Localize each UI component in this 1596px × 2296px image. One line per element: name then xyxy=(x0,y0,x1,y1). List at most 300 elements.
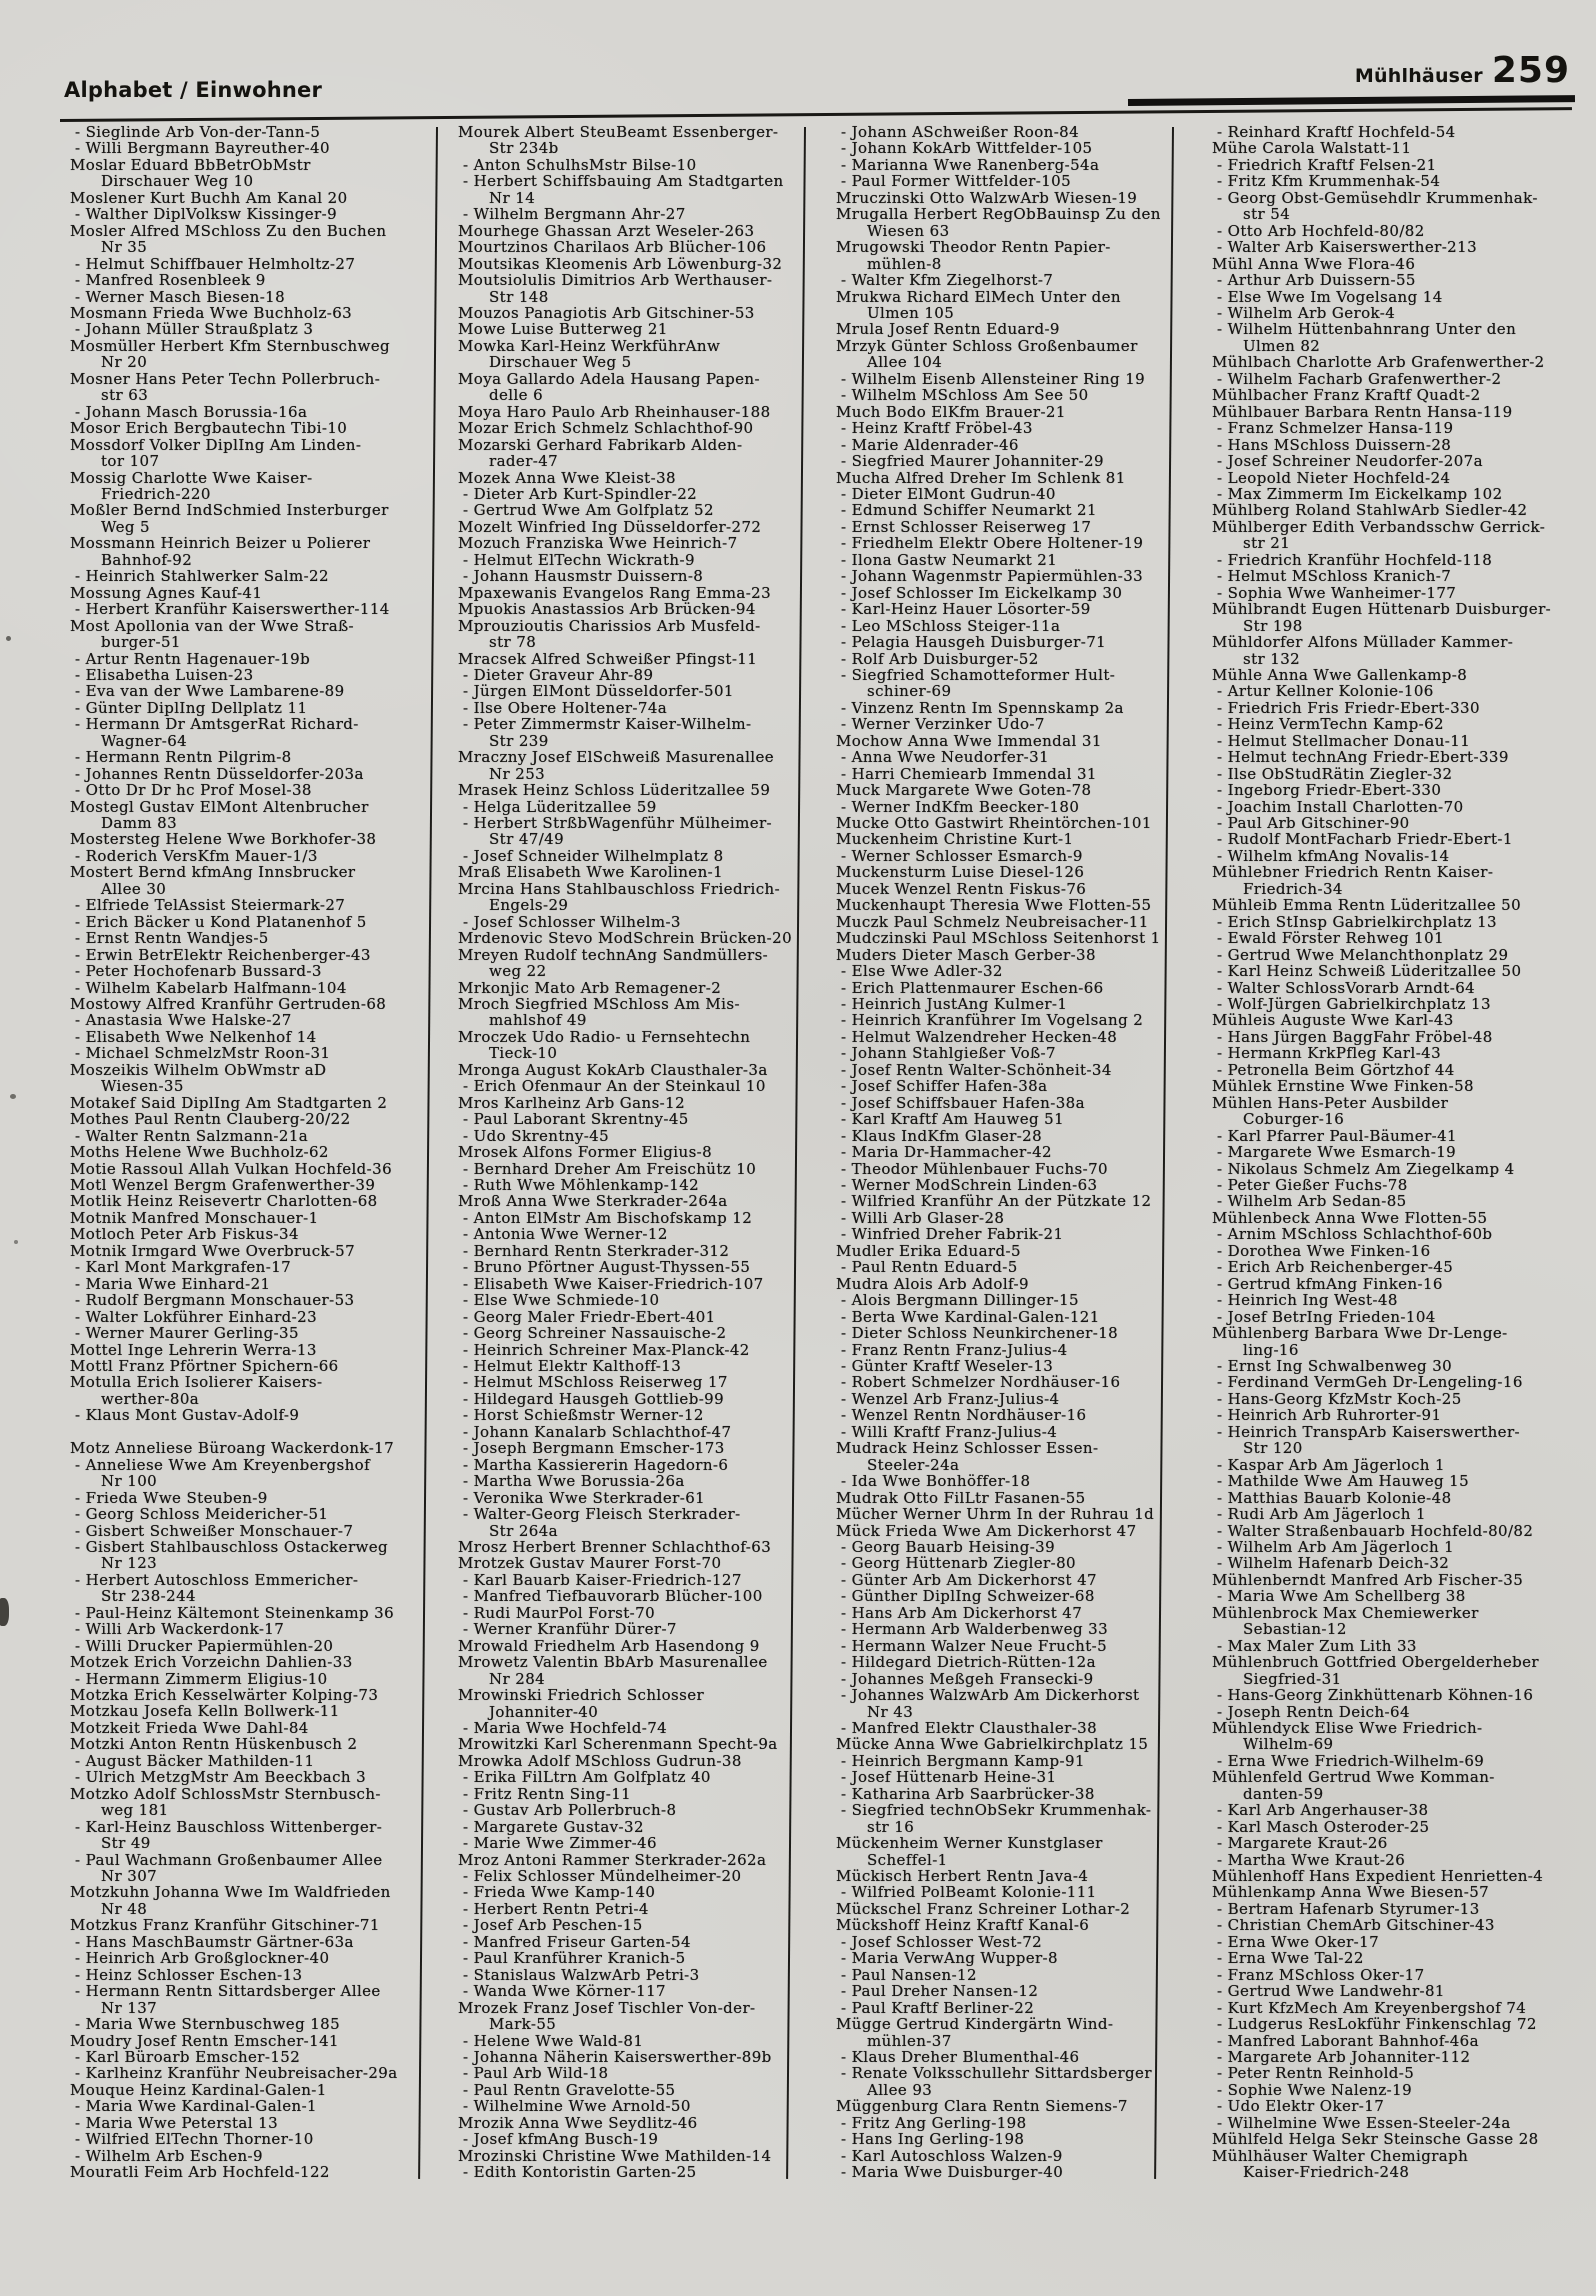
directory-line: Mück Frieda Wwe Am Dickerhorst 47 xyxy=(836,1521,1137,1540)
directory-line: - Siegfried technObSekr Krummenhak- xyxy=(841,1801,1152,1820)
directory-line: Mroß Anna Wwe Sterkrader-264a xyxy=(458,1192,728,1211)
directory-line: Friedrich-220 xyxy=(101,484,211,503)
directory-line: - Wolf-Jürgen Gabrielkirchplatz 13 xyxy=(1217,995,1491,1014)
directory-line: Mronga August KokArb Clausthaler-3a xyxy=(458,1060,768,1079)
directory-line: - Wenzel Rentn Nordhäuser-16 xyxy=(841,1406,1087,1425)
directory-line: str 21 xyxy=(1243,534,1291,553)
directory-line: Nr 14 xyxy=(489,188,536,207)
directory-line: Mossdorf Volker DiplIng Am Linden- xyxy=(70,435,362,454)
directory-line: - Heinrich Kranführer Im Vogelsang 2 xyxy=(841,1011,1144,1030)
directory-line: tor 107 xyxy=(101,452,160,471)
directory-line: Mückisch Herbert Rentn Java-4 xyxy=(836,1867,1089,1886)
directory-line: - Arnim MSchloss Schlachthof-60b xyxy=(1217,1225,1493,1244)
directory-column-3 xyxy=(836,124,1202,2181)
directory-line: Mudrak Otto FilLtr Fasanen-55 xyxy=(836,1488,1086,1507)
directory-line: Mücher Werner Uhrm In der Ruhrau 1d xyxy=(836,1505,1155,1524)
directory-line: Mruczinski Otto WalzwArb Wiesen-19 xyxy=(836,188,1138,207)
directory-line: - Gustav Arb Pollerbruch-8 xyxy=(463,1801,677,1820)
directory-line: - Maria Wwe Hochfeld-74 xyxy=(463,1718,668,1737)
directory-line: - Maria Wwe Am Schellberg 38 xyxy=(1217,1587,1466,1606)
directory-line: - Heinrich TranspArb Kaiserswerther- xyxy=(1217,1422,1520,1441)
directory-line: Much Bodo ElKfm Brauer-21 xyxy=(836,402,1066,421)
directory-line: Mühle Anna Wwe Gallenkamp-8 xyxy=(1212,665,1468,684)
directory-line: - Walter Kfm Ziegelhorst-7 xyxy=(841,271,1054,290)
directory-line: - Heinz VermTechn Kamp-62 xyxy=(1217,715,1444,734)
directory-line: Mrozek Franz Josef Tischler Von-der- xyxy=(458,1998,756,2017)
directory-line: - Erna Wwe Friedrich-Wilhelm-69 xyxy=(1217,1751,1485,1770)
scan-artifact xyxy=(10,1094,16,1099)
directory-line: - Wilhelm MSchloss Am See 50 xyxy=(841,386,1089,405)
directory-line: Moutsiolulis Dimitrios Arb Werthauser- xyxy=(458,271,773,290)
directory-line: weg 181 xyxy=(101,1801,169,1820)
directory-line: - Anastasia Wwe Halske-27 xyxy=(75,1011,292,1030)
directory-line: Wiesen 63 xyxy=(867,221,950,240)
directory-line: Mrukwa Richard ElMech Unter den xyxy=(836,287,1121,306)
directory-line: - Wilhelm Arb Gerok-4 xyxy=(1217,303,1396,322)
directory-line: Mowe Luise Butterweg 21 xyxy=(458,320,668,339)
directory-line: - Hans MSchloss Duissern-28 xyxy=(1217,435,1452,454)
directory-line: - Wilhelm Arb Eschen-9 xyxy=(75,2146,263,2165)
directory-line: str 54 xyxy=(1243,205,1291,224)
directory-line: - Rudi Arb Am Jägerloch 1 xyxy=(1217,1505,1426,1524)
directory-line: Nr 43 xyxy=(867,1702,914,1721)
directory-line: Dirschauer Weg 10 xyxy=(101,172,254,191)
directory-line: - Fritz Kfm Krummenhak-54 xyxy=(1217,172,1441,191)
directory-line: - Martha Wwe Borussia-26a xyxy=(463,1472,685,1491)
directory-line: Mosor Erich Bergbautechn Tibi-10 xyxy=(70,419,348,438)
directory-line: - Heinrich JustAng Kulmer-1 xyxy=(841,995,1068,1014)
directory-line: - Helmut Walzendreher Hecken-48 xyxy=(841,1027,1118,1046)
directory-line: - Johann Müller Straußplatz 3 xyxy=(75,320,314,339)
directory-line: Mügge Gertrud Kindergärtn Wind- xyxy=(836,2015,1114,2034)
directory-line: - Manfred Rosenbleek 9 xyxy=(75,271,266,290)
directory-line: - Petronella Beim Görtzhof 44 xyxy=(1217,1060,1455,1079)
directory-line: Mosler Alfred MSchloss Zu den Buchen xyxy=(70,221,387,240)
directory-line: Mrotzek Gustav Maurer Forst-70 xyxy=(458,1554,722,1573)
directory-line: - Helmut Elektr Kalthoff-13 xyxy=(463,1356,682,1375)
directory-line: Mückschel Franz Schreiner Lothar-2 xyxy=(836,1899,1131,1918)
directory-line: - Wanda Wwe Körner-117 xyxy=(463,1982,666,2001)
directory-line: Weg 5 xyxy=(101,517,150,536)
directory-line: Muders Dieter Masch Gerber-38 xyxy=(836,945,1096,964)
directory-line: - Elfriede TelAssist Steiermark-27 xyxy=(75,896,346,915)
directory-line: - Hermann Rentn Pilgrim-8 xyxy=(75,748,292,767)
directory-line: - Wilhelm Arb Sedan-85 xyxy=(1217,1192,1407,1211)
directory-line: Str 238-244 xyxy=(101,1587,196,1606)
directory-line: - Anton SchulhsMstr Bilse-10 xyxy=(463,155,697,174)
directory-line: - Wilhelm Bergmann Ahr-27 xyxy=(463,205,686,224)
directory-line: - Werner Schlosser Esmarch-9 xyxy=(841,846,1083,865)
directory-line: - Wilhelm Arb Am Jägerloch 1 xyxy=(1217,1537,1455,1556)
directory-line: - Günter DiplIng Dellplatz 11 xyxy=(75,698,308,717)
directory-line: - Hermann Arb Walderbenweg 33 xyxy=(841,1620,1109,1639)
directory-line: Steeler-24a xyxy=(867,1455,960,1474)
directory-line: - Josef Schlosser Wilhelm-3 xyxy=(463,912,681,931)
directory-line: - Paul Laborant Skrentny-45 xyxy=(463,1110,689,1129)
directory-line: - Hermann Rentn Sittardsberger Allee xyxy=(75,1982,381,2001)
directory-line: - Mathilde Wwe Am Hauweg 15 xyxy=(1217,1472,1470,1491)
directory-line: Scheffel-1 xyxy=(867,1850,948,1869)
directory-line: - Johannes WalzwArb Am Dickerhorst xyxy=(841,1686,1140,1705)
directory-line: - Elisabeth Wwe Kaiser-Friedrich-107 xyxy=(463,1274,764,1293)
directory-line: Most Apollonia van der Wwe Straß- xyxy=(70,616,355,635)
directory-line: - Josef Hüttenarb Heine-31 xyxy=(841,1768,1057,1787)
directory-line: - Johann ASchweißer Roon-84 xyxy=(841,123,1080,141)
directory-line: - Rudolf Bergmann Monschauer-53 xyxy=(75,1291,355,1310)
directory-line: - Helmut MSchloss Reiserweg 17 xyxy=(463,1373,728,1392)
directory-line: - Georg Bauarb Heising-39 xyxy=(841,1537,1056,1556)
directory-line: - Artur Kellner Kolonie-106 xyxy=(1217,682,1434,701)
directory-line: Mucke Otto Gastwirt Rheintörchen-101 xyxy=(836,814,1152,833)
directory-line: Mudra Alois Arb Adolf-9 xyxy=(836,1274,1029,1293)
directory-line: - Paul Arb Wild-18 xyxy=(463,2064,609,2083)
directory-line: Mozarski Gerhard Fabrikarb Alden- xyxy=(458,435,743,454)
directory-line: Mourek Albert SteuBeamt Essenberger- xyxy=(458,123,779,141)
directory-line: Mostersteg Helene Wwe Borkhofer-38 xyxy=(70,830,377,849)
page-header-right xyxy=(1355,50,1570,91)
directory-line: Mpuokis Anastassios Arb Brücken-94 xyxy=(458,600,756,619)
directory-line: - Gertrud kfmAng Finken-16 xyxy=(1217,1274,1443,1293)
directory-line: - Hermann Zimmerm Eligius-10 xyxy=(75,1669,328,1688)
directory-line: - Manfred Friseur Garten-54 xyxy=(463,1932,691,1951)
directory-line: Mühlek Ernstine Wwe Finken-58 xyxy=(1212,1077,1474,1096)
directory-line: - Rudi MaurPol Forst-70 xyxy=(463,1603,656,1622)
directory-line: - Georg Maler Friedr-Ebert-401 xyxy=(463,1307,716,1326)
directory-line: - Heinrich Bergmann Kamp-91 xyxy=(841,1751,1085,1770)
directory-line: Motie Rassoul Allah Vulkan Hochfeld-36 xyxy=(70,1159,393,1178)
directory-line: - Heinrich Arb Großglockner-40 xyxy=(75,1949,330,1968)
directory-line: Nr 307 xyxy=(101,1867,158,1886)
directory-line: Mühlenbeck Anna Wwe Flotten-55 xyxy=(1212,1208,1488,1227)
directory-line: Mrozik Anna Wwe Seydlitz-46 xyxy=(458,2113,698,2132)
directory-line: - Wilhelm Kabelarb Halfmann-104 xyxy=(75,978,347,997)
directory-line: Nr 20 xyxy=(101,353,148,372)
directory-line: - Klaus Dreher Blumenthal-46 xyxy=(841,2048,1080,2067)
directory-line: Mracsek Alfred Schweißer Pfingst-11 xyxy=(458,649,758,668)
directory-line: Muckensturm Luise Diesel-126 xyxy=(836,863,1085,882)
directory-line: - Hildegard Dietrich-Rütten-12a xyxy=(841,1653,1096,1672)
directory-line: - Dieter Graveur Ahr-89 xyxy=(463,665,654,684)
directory-line: - Ernst Schlosser Reiserweg 17 xyxy=(841,517,1092,536)
directory-line: - Michael SchmelzMstr Roon-31 xyxy=(75,1044,331,1063)
directory-line: - Johann KokArb Wittfelder-105 xyxy=(841,139,1093,158)
directory-line: - Friedrich Fris Friedr-Ebert-330 xyxy=(1217,698,1480,717)
directory-line: Mühlebner Friedrich Rentn Kaiser- xyxy=(1212,863,1494,882)
directory-line: - Eva van der Wwe Lambarene-89 xyxy=(75,682,345,701)
directory-line: - Peter Rentn Reinhold-5 xyxy=(1217,2064,1415,2083)
directory-line: - Harri Chemiearb Immendal 31 xyxy=(841,764,1097,783)
directory-line: - Heinrich Ing West-48 xyxy=(1217,1291,1398,1310)
directory-line: Mühlenberndt Manfred Arb Fischer-35 xyxy=(1212,1570,1524,1589)
directory-line: - Franz Rentn Franz-Julius-4 xyxy=(841,1340,1068,1359)
directory-line: Mros Karlheinz Arb Gans-12 xyxy=(458,1093,686,1112)
directory-line: - Paul Arb Gitschiner-90 xyxy=(1217,814,1410,833)
directory-line: Damm 83 xyxy=(101,814,178,833)
directory-line: Ulmen 105 xyxy=(867,303,955,322)
directory-line: - Ludgerus ResLokführ Finkenschlag 72 xyxy=(1217,2015,1537,2034)
directory-line: - Karl-Heinz Bauschloss Wittenberger- xyxy=(75,1817,383,1836)
directory-line: - Maria Wwe Duisburger-40 xyxy=(841,2163,1064,2182)
directory-line: Bahnhof-92 xyxy=(101,550,193,569)
directory-line: Mosner Hans Peter Techn Pollerbruch- xyxy=(70,369,381,388)
directory-line: - Felix Schlosser Mündelheimer-20 xyxy=(463,1867,742,1886)
directory-line: - Johann Stahlgießer Voß-7 xyxy=(841,1044,1056,1063)
directory-line: - Edith Kontoristin Garten-25 xyxy=(463,2163,697,2182)
directory-line: - Paul Wachmann Großenbaumer Allee xyxy=(75,1850,383,1869)
directory-line: - Robert Schmelzer Nordhäuser-16 xyxy=(841,1373,1121,1392)
directory-line: Moslener Kurt Buchh Am Kanal 20 xyxy=(70,188,348,207)
directory-line: - Helga Lüderitzallee 59 xyxy=(463,797,657,816)
directory-line: Mossung Agnes Kauf-41 xyxy=(70,583,263,602)
directory-line: Mühlen Hans-Peter Ausbilder xyxy=(1212,1093,1449,1112)
directory-line: werther-80a xyxy=(101,1389,200,1408)
directory-line: - Josef Schiffer Hafen-38a xyxy=(841,1077,1048,1096)
directory-line: Muck Margarete Wwe Goten-78 xyxy=(836,781,1092,800)
directory-line: - Günter Arb Am Dickerhorst 47 xyxy=(841,1570,1097,1589)
directory-line: - Willi Kraftf Franz-Julius-4 xyxy=(841,1422,1058,1441)
directory-line: Motzka Erich Kesselwärter Kolping-73 xyxy=(70,1686,379,1705)
directory-line: Mothes Paul Rentn Clauberg-20/22 xyxy=(70,1110,351,1129)
directory-line: - Franz MSchloss Oker-17 xyxy=(1217,1965,1425,1984)
directory-line: Tieck-10 xyxy=(489,1044,558,1063)
directory-line: Allee 30 xyxy=(101,879,167,898)
directory-line: Str 47/49 xyxy=(489,830,565,849)
directory-line: - Anna Wwe Neudorfer-31 xyxy=(841,748,1050,767)
directory-line: - Max Maler Zum Lith 33 xyxy=(1217,1636,1417,1655)
directory-line: - Josef Schlosser West-72 xyxy=(841,1932,1043,1951)
directory-line: - Reinhard Kraftf Hochfeld-54 xyxy=(1217,123,1456,141)
directory-line: Str 198 xyxy=(1243,616,1303,635)
scan-artifact xyxy=(14,1240,18,1244)
directory-line: Nr 35 xyxy=(101,238,148,257)
directory-line: Motzki Anton Rentn Hüskenbusch 2 xyxy=(70,1735,358,1754)
directory-line: Motzkeit Frieda Wwe Dahl-84 xyxy=(70,1718,309,1737)
directory-line: Mückenheim Werner Kunstglaser xyxy=(836,1834,1103,1853)
directory-line: Kaiser-Friedrich-248 xyxy=(1243,2163,1410,2182)
directory-line: Mühlenbrock Max Chemiewerker xyxy=(1212,1603,1479,1622)
directory-line: Nr 48 xyxy=(101,1899,148,1918)
directory-line: Mottl Franz Pförtner Spichern-66 xyxy=(70,1356,339,1375)
directory-line: - Maria Wwe Einhard-21 xyxy=(75,1274,271,1293)
directory-line: - Antonia Wwe Werner-12 xyxy=(463,1225,668,1244)
directory-line: - Erich Ofenmaur An der Steinkaul 10 xyxy=(463,1077,766,1096)
directory-line: Mourhege Ghassan Arzt Weseler-263 xyxy=(458,221,755,240)
directory-line: str 16 xyxy=(867,1817,915,1836)
directory-line: Mrosek Alfons Former Eligius-8 xyxy=(458,1143,713,1162)
directory-line: burger-51 xyxy=(101,633,181,652)
directory-line: - Dorothea Wwe Finken-16 xyxy=(1217,1241,1431,1260)
directory-line: - Berta Wwe Kardinal-Galen-121 xyxy=(841,1307,1100,1326)
directory-line: - Wilhelm Hafenarb Deich-32 xyxy=(1217,1554,1450,1573)
directory-line: Str 264a xyxy=(489,1521,559,1540)
directory-line: - Pelagia Hausgeh Duisburger-71 xyxy=(841,633,1107,652)
directory-line: - Herbert Rentn Petri-4 xyxy=(463,1899,649,1918)
directory-line: ling-16 xyxy=(1243,1340,1299,1359)
directory-line: - Werner Maurer Gerling-35 xyxy=(75,1324,299,1343)
directory-line: Mroczek Udo Radio- u Fernsehtechn xyxy=(458,1027,751,1046)
directory-line: - Udo Elektr Oker-17 xyxy=(1217,2097,1385,2116)
directory-line: Mreyen Rudolf technAng Sandmüllers- xyxy=(458,945,769,964)
directory-line: - Wilfried ElTechn Thorner-10 xyxy=(75,2130,314,2149)
directory-line: Mostert Bernd kfmAng Innsbrucker xyxy=(70,863,356,882)
directory-line: - Wilhelmine Wwe Arnold-50 xyxy=(463,2097,691,2116)
directory-line: - Erich StInsp Gabrielkirchplatz 13 xyxy=(1217,912,1497,931)
directory-line: - Georg Hüttenarb Ziegler-80 xyxy=(841,1554,1076,1573)
directory-line: - Josef Arb Peschen-15 xyxy=(463,1916,643,1935)
directory-line: Mozek Anna Wwe Kleist-38 xyxy=(458,468,676,487)
directory-line: - Heinrich Arb Ruhrorter-91 xyxy=(1217,1406,1442,1425)
directory-line: str 78 xyxy=(489,633,537,652)
directory-line: - Erwin BetrElektr Reichenberger-43 xyxy=(75,945,371,964)
directory-line: - Martha Kassiererin Hagedorn-6 xyxy=(463,1455,729,1474)
directory-line: - Werner Verzinker Udo-7 xyxy=(841,715,1045,734)
directory-line: Mozuch Franziska Wwe Heinrich-7 xyxy=(458,534,738,553)
directory-line xyxy=(70,1424,436,1440)
directory-line: Mühleis Auguste Wwe Karl-43 xyxy=(1212,1011,1454,1030)
directory-line: Mühe Carola Walstatt-11 xyxy=(1212,139,1412,158)
directory-line: - Karl Autoschloss Walzen-9 xyxy=(841,2146,1063,2165)
directory-line: mühlen-8 xyxy=(867,254,942,273)
directory-line: - Josef BetrIng Frieden-104 xyxy=(1217,1307,1436,1326)
directory-line: Mühlhäuser Walter Chemigraph xyxy=(1212,2146,1469,2165)
directory-line: - Gisbert Stahlbauschloss Ostackerweg xyxy=(75,1537,389,1556)
directory-line: Str 234b xyxy=(489,139,559,158)
directory-line: - Karl Heinz Schweiß Lüderitzallee 50 xyxy=(1217,962,1522,981)
directory-line: Mrosz Herbert Brenner Schlachthof-63 xyxy=(458,1537,772,1556)
directory-line: - Willi Arb Wackerdonk-17 xyxy=(75,1620,285,1639)
directory-line: Mpaxewanis Evangelos Rang Emma-23 xyxy=(458,583,772,602)
directory-line: Ulmen 82 xyxy=(1243,336,1321,355)
directory-line: Motloch Peter Arb Fiskus-34 xyxy=(70,1225,299,1244)
directory-line: - Siegfried Schamotteformer Hult- xyxy=(841,665,1116,684)
directory-line: - Sophia Wwe Wanheimer-177 xyxy=(1217,583,1457,602)
directory-line: Str 239 xyxy=(489,731,549,750)
directory-line: - Frieda Wwe Kamp-140 xyxy=(463,1883,656,1902)
directory-line: Moutsikas Kleomenis Arb Löwenburg-32 xyxy=(458,254,783,273)
directory-line: - Anneliese Wwe Am Kreyenbergshof xyxy=(75,1455,371,1474)
directory-column-1 xyxy=(70,124,436,2181)
directory-line: - Johann Hausmstr Duissern-8 xyxy=(463,567,704,586)
directory-line: - Marianna Wwe Ranenberg-54a xyxy=(841,155,1100,174)
directory-line: - Karl Arb Angerhauser-38 xyxy=(1217,1801,1429,1820)
directory-line: Mudler Erika Eduard-5 xyxy=(836,1241,1021,1260)
directory-line: Mrugalla Herbert RegObBauinsp Zu den xyxy=(836,205,1161,224)
directory-line: Mroch Siegfried MSchloss Am Mis- xyxy=(458,995,740,1014)
directory-line: Motnik Manfred Monschauer-1 xyxy=(70,1208,319,1227)
directory-line: - Georg Obst-Gemüsehdlr Krummenhak- xyxy=(1217,188,1538,207)
directory-line: schiner-69 xyxy=(867,682,952,701)
directory-line: - Elisabetha Luisen-23 xyxy=(75,665,254,684)
directory-line: - Elisabeth Wwe Nelkenhof 14 xyxy=(75,1027,317,1046)
directory-line: - Werner ModSchrein Linden-63 xyxy=(841,1176,1098,1194)
directory-line: - Rolf Arb Duisburger-52 xyxy=(841,649,1039,668)
directory-line: Mostowy Alfred Kranführ Gertruden-68 xyxy=(70,995,387,1014)
directory-line: - Theodor Mühlenbauer Fuchs-70 xyxy=(841,1159,1108,1178)
directory-column-4 xyxy=(1212,124,1578,2181)
directory-line: - Frieda Wwe Steuben-9 xyxy=(75,1488,268,1507)
directory-line: - Paul Kranführer Kranich-5 xyxy=(463,1949,686,1968)
directory-line: Mühlenhoff Hans Expedient Henrietten-4 xyxy=(1212,1867,1544,1886)
directory-line: - Paul Nansen-12 xyxy=(841,1965,977,1984)
directory-line: - Edmund Schiffer Neumarkt 21 xyxy=(841,501,1097,520)
directory-line: - Walter Arb Kaiserswerther-213 xyxy=(1217,238,1478,257)
directory-line: Nr 137 xyxy=(101,1998,158,2017)
directory-line: str 63 xyxy=(101,386,149,405)
directory-line: - Artur Rentn Hagenauer-19b xyxy=(75,649,311,668)
directory-line: - Josef Schlosser Im Eickelkamp 30 xyxy=(841,583,1123,602)
directory-line: - Hans MaschBaumstr Gärtner-63a xyxy=(75,1932,354,1951)
directory-line: Siegfried-31 xyxy=(1243,1669,1342,1688)
directory-line: - Willi Arb Glaser-28 xyxy=(841,1208,1005,1227)
directory-line: Nr 123 xyxy=(101,1554,158,1573)
directory-line: - Bernhard Dreher Am Freischütz 10 xyxy=(463,1159,757,1178)
directory-line: Mottel Inge Lehrerin Werra-13 xyxy=(70,1340,317,1359)
directory-line: Mühlberg Roland StahlwArb Siedler-42 xyxy=(1212,501,1528,520)
directory-line: Mühlfeld Helga Sekr Steinsche Gasse 28 xyxy=(1212,2130,1539,2149)
directory-line: Moudry Josef Rentn Emscher-141 xyxy=(70,2031,339,2050)
directory-line: - Friedhelm Elektr Obere Holtener-19 xyxy=(841,534,1144,553)
directory-line: Moths Helene Wwe Buchholz-62 xyxy=(70,1143,329,1162)
directory-line: - Josef Schneider Wilhelmplatz 8 xyxy=(463,846,724,865)
directory-line: - Paul Rentn Eduard-5 xyxy=(841,1258,1018,1277)
directory-line: - Walter Straßenbauarb Hochfeld-80/82 xyxy=(1217,1521,1534,1540)
directory-line: Mossig Charlotte Wwe Kaiser- xyxy=(70,468,313,487)
directory-line: - Ernst Ing Schwalbenweg 30 xyxy=(1217,1356,1453,1375)
directory-line: - Werner Kranführ Dürer-7 xyxy=(463,1620,677,1639)
directory-line: - Wilhelm Facharb Grafenwerther-2 xyxy=(1217,369,1502,388)
directory-line: - Hermann Walzer Neue Frucht-5 xyxy=(841,1636,1108,1655)
directory-line: - Rudolf MontFacharb Friedr-Ebert-1 xyxy=(1217,830,1513,849)
directory-line: - Erich Arb Reichenberger-45 xyxy=(1217,1258,1454,1277)
directory-line: Wagner-64 xyxy=(101,731,188,750)
directory-line: - Stanislaus WalzwArb Petri-3 xyxy=(463,1965,700,1984)
directory-line: - Walter Lokführer Einhard-23 xyxy=(75,1307,318,1326)
directory-line: - Wilhelm kfmAng Novalis-14 xyxy=(1217,846,1450,865)
directory-line: - Wilhelmine Wwe Essen-Steeler-24a xyxy=(1217,2113,1511,2132)
page-title: Alphabet / Einwohner xyxy=(64,78,323,102)
directory-line: - Margarete Arb Johanniter-112 xyxy=(1217,2048,1471,2067)
directory-line: - Fritz Rentn Sing-11 xyxy=(463,1784,632,1803)
directory-line: Mrugowski Theodor Rentn Papier- xyxy=(836,238,1111,257)
directory-line: - Udo Skrentny-45 xyxy=(463,1126,610,1145)
directory-line: Mühl Anna Wwe Flora-46 xyxy=(1212,254,1416,273)
directory-line: Coburger-16 xyxy=(1243,1110,1345,1129)
directory-line: Mühlbrandt Eugen Hüttenarb Duisburger- xyxy=(1212,600,1552,619)
scan-artifact xyxy=(0,1598,9,1626)
directory-line: - Helmut technAng Friedr-Ebert-339 xyxy=(1217,748,1509,767)
directory-line: - Herbert Autoschloss Emmericher- xyxy=(75,1570,359,1589)
directory-line: Mühlenbruch Gottfried Obergelderheber xyxy=(1212,1653,1539,1672)
directory-line: - Karl Masch Osteroder-25 xyxy=(1217,1817,1430,1836)
directory-line: - Else Wwe Schmiede-10 xyxy=(463,1291,660,1310)
directory-line: - Johann Wagenmstr Papiermühlen-33 xyxy=(841,567,1144,586)
header-rule-heavy xyxy=(1128,95,1575,106)
directory-line: - Sophie Wwe Nalenz-19 xyxy=(1217,2080,1413,2099)
directory-line: - Erika FilLtrn Am Golfplatz 40 xyxy=(463,1768,711,1787)
directory-line: Mouzos Panagiotis Arb Gitschiner-53 xyxy=(458,303,755,322)
directory-line: Mühleib Emma Rentn Lüderitzallee 50 xyxy=(1212,896,1522,915)
directory-line: Moszeikis Wilhelm ObWmstr aD xyxy=(70,1060,327,1079)
directory-line: Mühlenfeld Gertrud Wwe Komman- xyxy=(1212,1768,1495,1787)
directory-line: Mprouzioutis Charissios Arb Musfeld- xyxy=(458,616,761,635)
directory-line: - Ewald Förster Rehweg 101 xyxy=(1217,929,1445,948)
directory-line: Motzko Adolf SchlossMstr Sternbusch- xyxy=(70,1784,381,1803)
directory-line: - Franz Schmelzer Hansa-119 xyxy=(1217,419,1454,438)
directory-line: Moslar Eduard BbBetrObMstr xyxy=(70,155,311,174)
directory-line: - Josef Rentn Walter-Schönheit-34 xyxy=(841,1060,1112,1079)
directory-line: - Siegfried Maurer Johanniter-29 xyxy=(841,452,1104,471)
directory-line: - Helmut MSchloss Kranich-7 xyxy=(1217,567,1452,586)
